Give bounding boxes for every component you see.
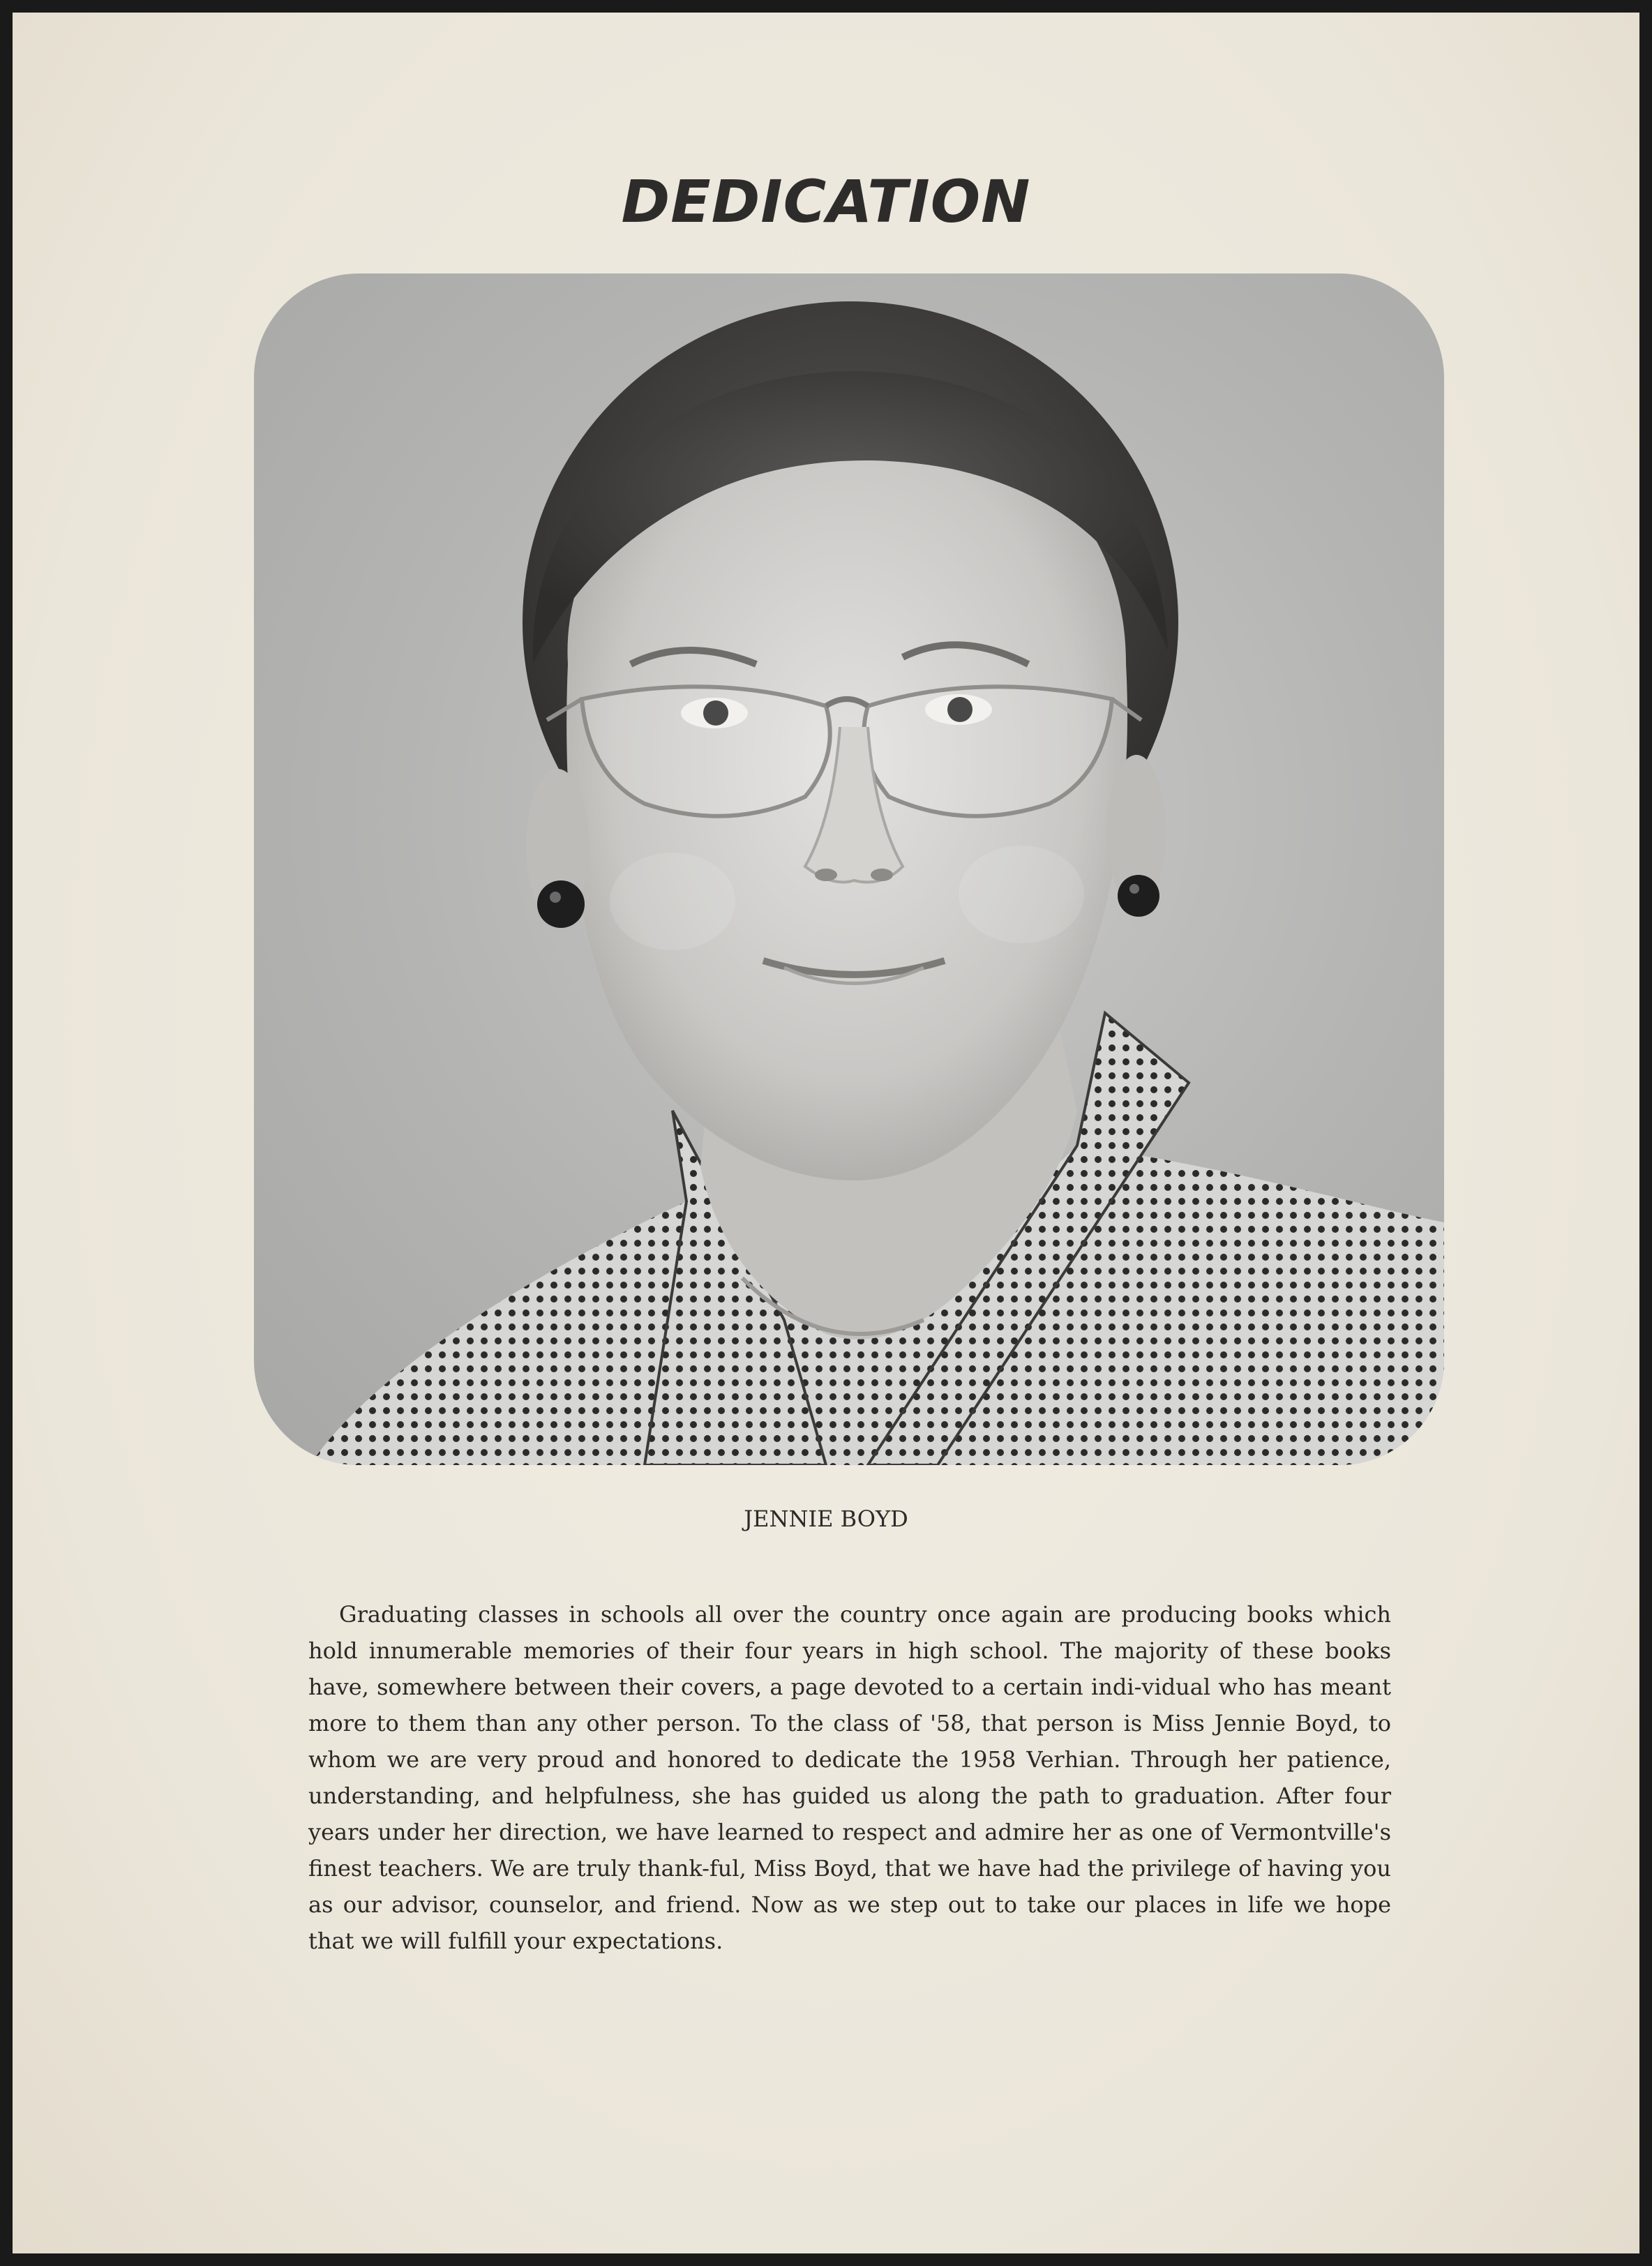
photo-caption: JENNIE BOYD bbox=[744, 1506, 908, 1532]
yearbook-page bbox=[13, 13, 1639, 2253]
portrait-illustration bbox=[254, 273, 1444, 1465]
portrait-photo bbox=[254, 273, 1444, 1465]
earring-left bbox=[537, 880, 585, 928]
earring-right bbox=[1118, 875, 1159, 917]
dedication-paragraph: Graduating classes in schools all over the country once again are producing books which hold innumerable memories of their four years in high school. The majority of these books have, somewhere between their covers, a page devoted to a certain indi-vidual who has meant more to them than any other person. To the class of '58, that person is Miss Jennie Boyd, to whom we are very proud and honored to dedicate the 1958 Verhian. Through her patience, understanding, and helpfulness, she has guided us along the path to graduation. After four years under her direction, we have learned to respect and admire her as one of Vermontville's finest teachers. We are truly thank-ful, Miss Boyd, that we have had the privilege of having you as our advisor, counselor, and friend. Now as we step out to take our places in life we hope that we will fulfill your expectations. bbox=[308, 1601, 1391, 1954]
page-title: DEDICATION bbox=[621, 167, 1031, 236]
